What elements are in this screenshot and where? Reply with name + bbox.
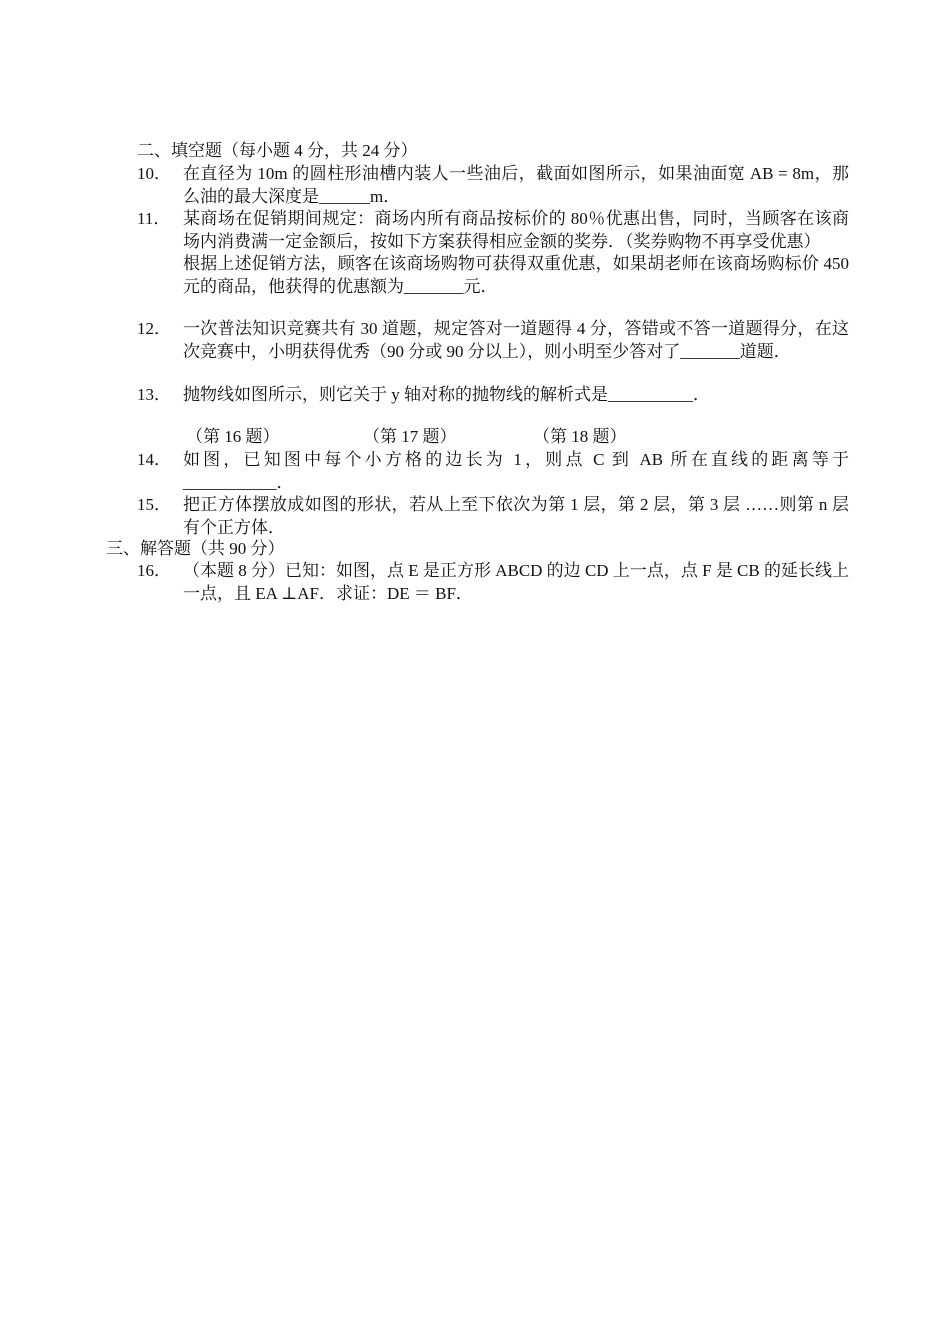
question-number: 10． (137, 164, 171, 183)
figure-caption: （第 16 题） (186, 427, 280, 446)
question-text: 如图，已知图中每个小方格的边长为 1，则点 C 到 AB 所在直线的距离等于___________． (183, 450, 849, 492)
question-10 (137, 163, 849, 208)
question-text: 某商场在促销期间规定：商场内所有商品按标价的 80％优惠出售，同时，当顾客在该商场内消费满一定金额后，按如下方案获得相应金额的奖券．（奖券购物不再享受优惠） (183, 209, 849, 251)
question-14 (137, 449, 849, 494)
question-15 (137, 494, 849, 539)
question-text: 一次普法知识竞赛共有 30 道题，规定答对一道题得 4 分，答错或不答一道题得分，在这次竞赛中，小明获得优秀（90 分或 90 分以上），则小明至少答对了_______道题． (183, 319, 849, 361)
question-text: （本题 8 分）已知：如图，点 E 是正方形 ABCD 的边 CD 上一点，点 F 是 CB 的延长线上一点，且 EA ⊥AF．求证：DE ＝ BF． (183, 561, 849, 603)
question-number: 16． (137, 561, 171, 580)
question-16 (137, 560, 849, 605)
question-number: 12． (137, 319, 171, 338)
question-text: 抛物线如图所示，则它关于 y 轴对称的抛物线的解析式是__________． (183, 385, 710, 404)
question-number: 15． (137, 495, 171, 514)
question-text: 在直径为 10m 的圆柱形油槽内装人一些油后，截面如图所示，如果油面宽 AB = 8m，那么油的最大深度是______m． (183, 164, 849, 206)
question-11 (137, 208, 849, 298)
question-number: 14． (137, 450, 171, 469)
question-text: 把正方体摆放成如图的形状，若从上至下依次为第 1 层，第 2 层，第 3 层 ……则第 n 层有个正方体． (183, 495, 849, 537)
section-2-heading: 二、填空题（每小题 4 分，共 24 分） (137, 141, 418, 160)
figure-caption: （第 17 题） (363, 427, 457, 446)
figure-captions (183, 426, 843, 450)
section-3-heading: 三、解答题（共 90 分） (106, 539, 285, 558)
question-number: 11． (137, 209, 171, 228)
question-number: 13． (137, 385, 171, 404)
question-13 (137, 384, 849, 407)
question-text-continued: 根据上述促销方法，顾客在该商场购物可获得双重优惠，如果胡老师在该商场购标价 450 元的商品，他获得的优惠额为_______元． (183, 254, 849, 296)
question-12 (137, 318, 849, 363)
figure-caption: （第 18 题） (533, 427, 627, 446)
